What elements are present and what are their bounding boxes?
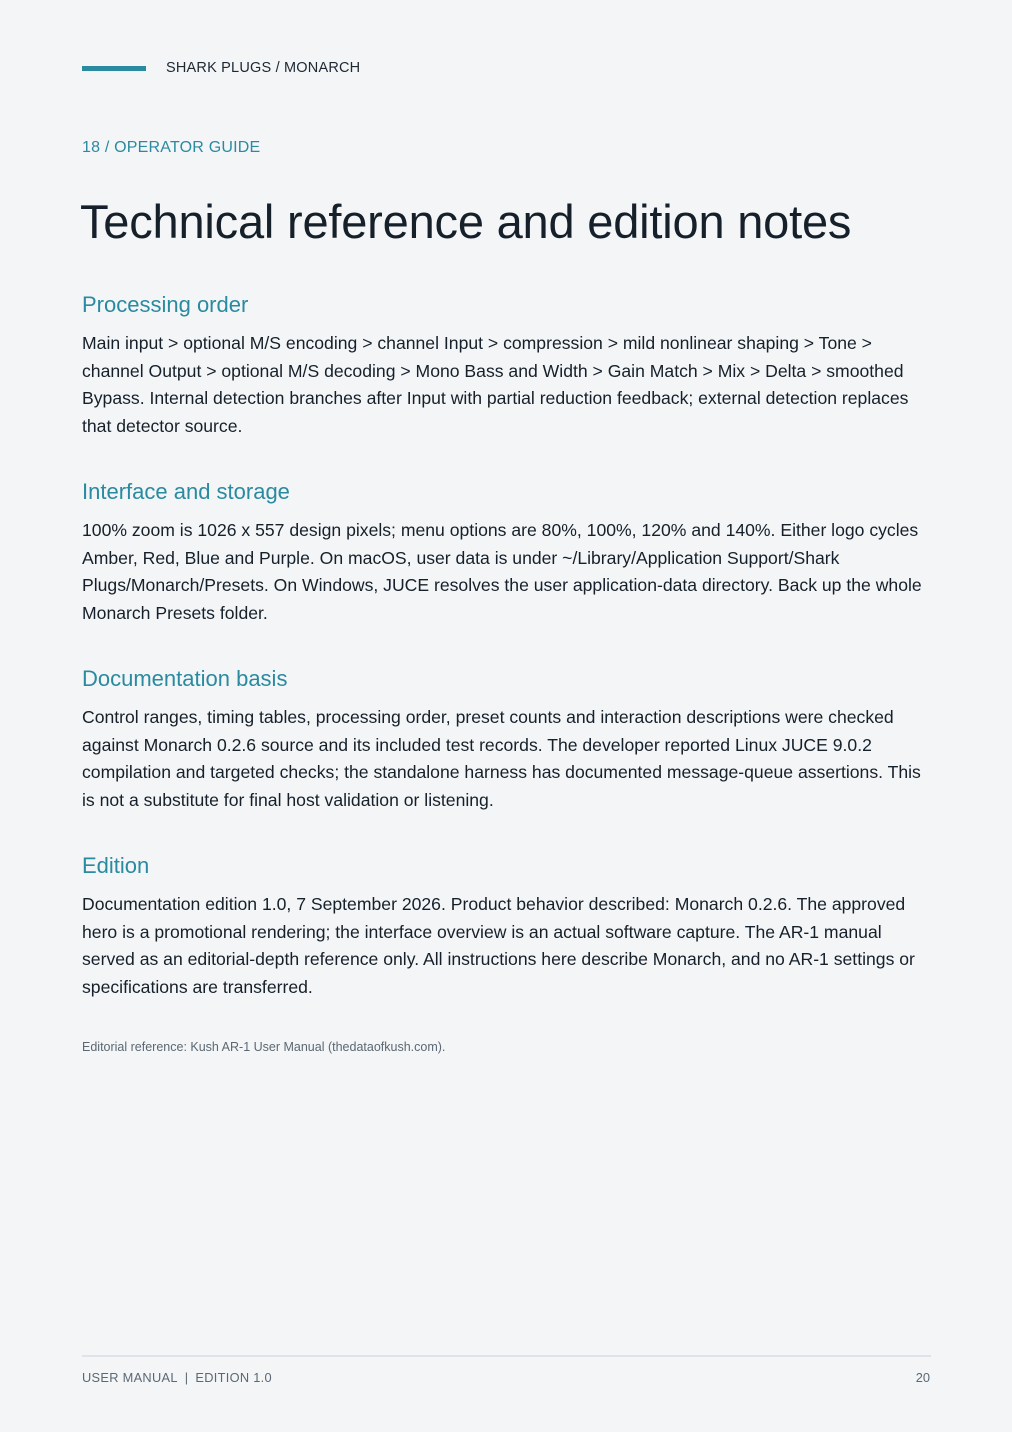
section-heading: Processing order xyxy=(82,292,249,317)
section-heading: Edition xyxy=(82,853,150,878)
section-heading: Interface and storage xyxy=(82,479,290,504)
section-heading: Documentation basis xyxy=(82,666,288,691)
section-interface-storage xyxy=(82,479,932,628)
section-processing-order xyxy=(82,292,932,441)
section-kicker: 18 / OPERATOR GUIDE xyxy=(82,139,261,156)
footer-manual-label: USER MANUAL xyxy=(82,1370,178,1385)
footer-separator: | xyxy=(184,1370,189,1385)
page-title: Technical reference and edition notes xyxy=(80,195,852,248)
footer-divider xyxy=(82,1355,931,1357)
running-header xyxy=(82,58,360,78)
section-body: 100% zoom is 1026 x 557 design pixels; menu options are 80%, 100%, 120% and 140%. Either logo cycles Amber, Red, Blue and Purple. On macOS, user data is under ~/Library/Application Support/Shark Plugs/Monarch/Presets. On Windows, JUCE resolves the user application-data directory. Back up the whole Monarch Presets folder. xyxy=(82,520,922,624)
header-brand: SHARK PLUGS / MONARCH xyxy=(166,60,361,76)
header-accent-rule xyxy=(82,66,146,71)
editorial-reference: Editorial reference: Kush AR-1 User Manual (thedataofkush.com). xyxy=(82,1040,446,1054)
footer-edition-label: EDITION 1.0 xyxy=(195,1370,272,1385)
section-documentation-basis xyxy=(82,666,932,815)
footer-label xyxy=(82,1370,272,1385)
section-edition xyxy=(82,853,932,1002)
page-number: 20 xyxy=(915,1370,930,1385)
section-body: Main input > optional M/S encoding > channel Input > compression > mild nonlinear shaping > Tone > channel Output > optional M/S decoding > Mono Bass and Width > Gain Match > Mix > Delta > smoothed Bypass. Internal detection branches after Input with partial reduction feedback; external detection replaces that detector source. xyxy=(82,333,909,437)
section-body: Documentation edition 1.0, 7 September 2026. Product behavior described: Monarch 0.2.6. The approved hero is a promotional rendering; the interface overview is an actual software capture. The AR-1 manual served as an editorial-depth reference only. All instructions here describe Monarch, and no AR-1 settings or specifications are transferred. xyxy=(82,894,915,998)
section-body: Control ranges, timing tables, processing order, preset counts and interaction descriptions were checked against Monarch 0.2.6 source and its included test records. The developer reported Linux JUCE 9.0.2 compilation and targeted checks; the standalone harness has documented message-queue assertions. This is not a substitute for final host validation or listening. xyxy=(82,707,921,811)
